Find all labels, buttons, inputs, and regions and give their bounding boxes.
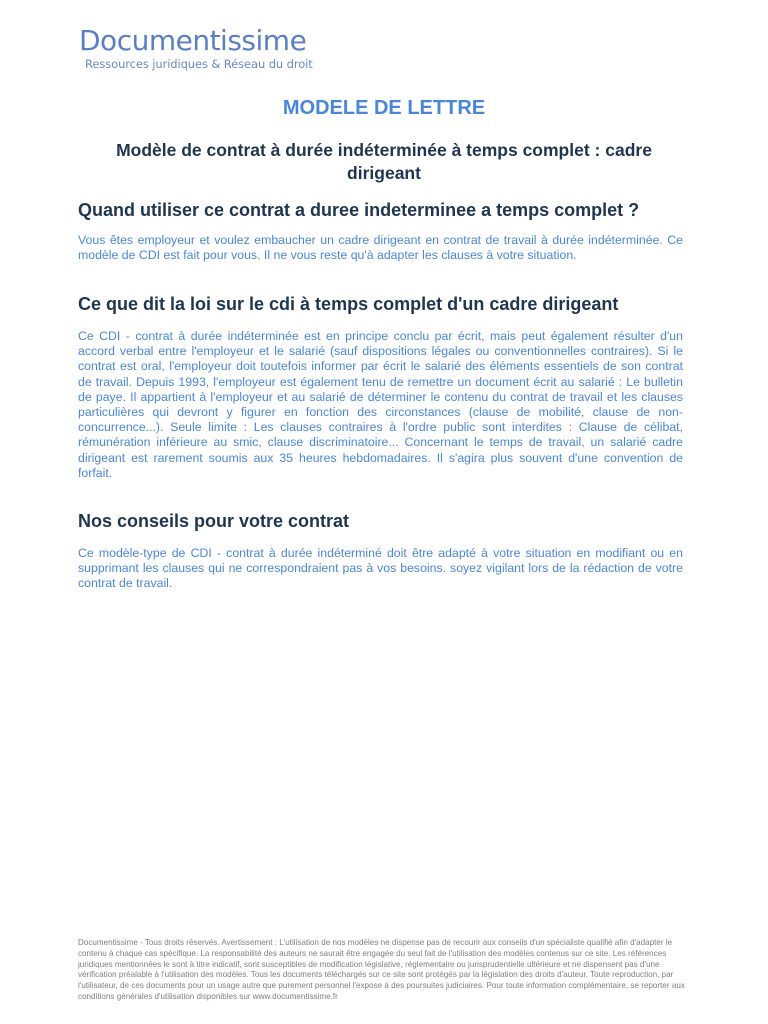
footer-disclaimer: Documentissime - Tous droits réservés. Avertissement : L'utilisation de nos modèles ne dispense pas de recourir aux conseils d'un spécialiste qualifié afin d'adapter le contenu à chaque cas spécifique. La responsabilité des auteurs ne saurait être engagée du seul fait de l'utilisation des modèles contenus sur ce site. Les références juridiques mentionnées le sont à titre indicatif, sont susceptibles de modification législative, réglementaire ou jurisprudentielle ultérieure et ne dispensent pas d'une vérification préalable à l'utilisation des modèles. Tous les documents téléchargés sur ce site sont protégés par la législation des droits d'auteur. Toute reproduction, par l'utilisateur, de ces documents pour un usage autre que purement personnel l'expose à des poursuites judiciaires. Pour toute information complémentaire, se reporter aux conditions générales d'utilisation disponibles sur www.documentissime.fr (78, 938, 685, 1001)
section-heading: Nos conseils pour votre contrat (78, 511, 350, 531)
section-body: Ce modèle-type de CDI - contrat à durée indéterminé doit être adapté à votre situation en modifiant ou en supprimant les clauses qui ne correspondraient pas à vos besoins. soyez vigilant lors de la rédaction de votre contrat de travail. (78, 546, 683, 591)
document-type: MODELE DE LETTRE (282, 97, 486, 119)
section-heading: Quand utiliser ce contrat a duree indeterminee a temps complet ? (78, 200, 640, 220)
logo-name: Documentissime (79, 24, 307, 57)
section-when-to-use (78, 199, 683, 263)
section-body: Vous êtes employeur et voulez embaucher un cadre dirigeant en contrat de travail à durée indéterminée. Ce modèle de CDI est fait pour vous. Il ne vous reste qu'à adapter les clauses à votre situation. (78, 233, 683, 263)
site-logo (79, 24, 313, 71)
section-advice (78, 510, 683, 592)
section-body: Ce CDI - contrat à durée indéterminée est en principe conclu par écrit, mais peut également résulter d'un accord verbal entre l'employeur et le salarié (sauf dispositions légales ou conventionnelles contraires). Si le contrat est oral, l'employeur doit toutefois informer par écrit le salarié des éléments essentiels de son contrat de travail. Depuis 1993, l'employeur est également tenu de remettre un document écrit au salarié : Le bulletin de paye. Il appartient à l'employeur et au salarié de déterminer le contenu du contrat de travail et les clauses particulières qui devront y figurer en fonction des circonstances (clause de mobilité, clause de non-concurrence...). Seule limite : Les clauses contraires à l'ordre public sont interdites : Clause de célibat, rémunération inférieure au smic, clause discriminatoire... Concernant le temps de travail, un salarié cadre dirigeant est rarement soumis aux 35 heures hebdomadaires. Il s'agira plus souvent d'une convention de forfait. (78, 329, 683, 480)
section-law (78, 293, 683, 481)
document-title: Modèle de contrat à durée indéterminée à temps complet : cadre dirigeant (116, 140, 652, 183)
logo-tagline: Ressources juridiques & Réseau du droit (85, 57, 313, 71)
section-heading: Ce que dit la loi sur le cdi à temps complet d'un cadre dirigeant (78, 294, 619, 314)
